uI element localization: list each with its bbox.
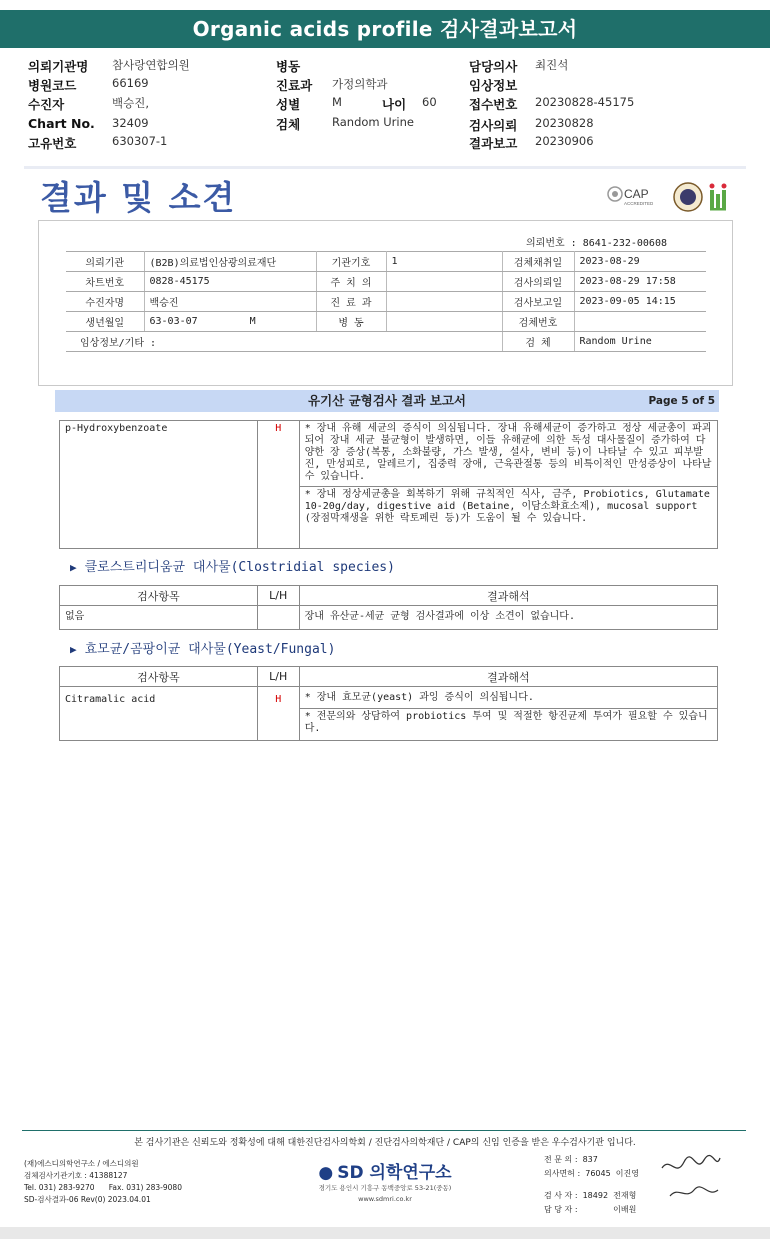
info-label: 검사의뢰일 [502, 272, 574, 292]
header-value: 630307-1 [112, 134, 168, 148]
footer-certification-note: 본 검사기관은 신뢰도와 정확성에 대해 대한진단검사의학회 / 진단검사의학재단 / CAP의 신임 인증을 받은 우수검사기관 입니다. [134, 1138, 636, 1148]
sd-logo-text: SD 의학연구소 [337, 1163, 452, 1183]
table-row [60, 606, 718, 630]
footer-line-text: Tel. 031) 283-9270 Fax. 031) 283-9080 [24, 1183, 182, 1192]
header-label: 담당의사 [469, 59, 518, 74]
info-value: 0828-45175 [144, 272, 316, 292]
column-header: 결과해석 [299, 667, 717, 687]
info-label: 생년월일 [66, 312, 144, 332]
header-value: M [332, 95, 342, 109]
info-value [386, 272, 502, 292]
footer-sig-line: 검 사 자 : 18492 전재형 [544, 1191, 637, 1200]
info-value [386, 292, 502, 312]
triangle-right-icon: ▶ [70, 643, 77, 656]
table-row [60, 687, 718, 709]
request-number: 의뢰번호 : 8641-232-00608 [526, 238, 667, 249]
header-label: 진료과 [276, 78, 313, 93]
info-label: 수진자명 [66, 292, 144, 312]
footer-line-text: 검체검사기관기호 : 41388127 [24, 1171, 128, 1180]
section-heading-text: 클로스트리디움균 대사물(Clostridial species) [84, 560, 395, 575]
footer-address: 경기도 용인시 기흥구 동백중앙로 53-21(중동) [318, 1184, 452, 1192]
footer-sig-line: 의사면허 : 76045 이진영 [544, 1169, 639, 1178]
section-heading-clostridial [70, 556, 395, 575]
header-value: 백승진, [112, 96, 149, 110]
footer-sig-line: 담 당 자 : 이배원 [544, 1205, 637, 1214]
test-item: Citramalic acid [60, 687, 258, 741]
column-header: 검사항목 [60, 667, 258, 687]
info-label: 검 체 [502, 332, 574, 352]
footer-line-text: SD-검사결과-06 Rev(0) 2023.04.01 [24, 1195, 151, 1204]
cap-text: CAP [624, 187, 649, 201]
column-header: 검사항목 [60, 586, 258, 606]
header-label: 임상정보 [469, 78, 518, 93]
flag-high: H [257, 687, 299, 741]
header-label: 병동 [276, 59, 301, 74]
info-value [574, 312, 706, 332]
result-note: * 전문의와 상담하여 probiotics 투여 및 적절한 항진균제 투여가 필요할 수 있습니다. [299, 709, 717, 741]
info-value [144, 312, 316, 332]
age-value: 60 [422, 95, 437, 109]
info-row [66, 332, 706, 352]
header-value: 20230906 [535, 134, 594, 148]
result-table-bacterial [59, 420, 718, 549]
info-row [66, 292, 706, 312]
table-row [60, 421, 718, 487]
result-note: * 장내 효모균(yeast) 과잉 증식이 의심됩니다. [299, 687, 717, 709]
section-band-title: 유기산 균형검사 결과 보고서 [308, 393, 466, 408]
section-heading-text: 효모균/곰팡이균 대사물(Yeast/Fungal) [84, 642, 336, 657]
info-label: 의뢰기관 [66, 252, 144, 272]
header-value: 20230828 [535, 116, 594, 130]
header-value: 최진석 [535, 58, 569, 72]
specimen-info-table [66, 251, 706, 352]
header-value: Random Urine [332, 115, 414, 129]
header-label: 검사의뢰 [469, 118, 518, 133]
info-label: 검체채취일 [502, 252, 574, 272]
info-label: 기관기호 [316, 252, 386, 272]
cap-sub: ACCREDITED [624, 201, 654, 206]
column-header: 결과해석 [299, 586, 717, 606]
result-note: * 장내 정상세균총을 회복하기 위해 규칙적인 식사, 금주, Probiotics, Glutamate 10-20g/day, digestive aid (Betaine, 이담소화효소제), mucosal support (장점막재생을 위한 락토페린 등)가 도움이 될 수 있습니다. [299, 487, 717, 549]
header-label: 검체 [276, 117, 301, 132]
column-header: L/H [257, 586, 299, 606]
header-label: 수진자 [28, 97, 65, 112]
accreditation-logos [606, 180, 736, 214]
header-value: 20230828-45175 [535, 95, 635, 109]
age-label: 나이 [382, 97, 407, 112]
info-label: 검체번호 [502, 312, 574, 332]
test-item: p-Hydroxybenzoate [60, 421, 258, 549]
info-label: 병 동 [316, 312, 386, 332]
info-row [66, 272, 706, 292]
result-table-clostridial [59, 585, 718, 630]
header-label: 의뢰기관명 [28, 59, 89, 74]
info-row [66, 252, 706, 272]
report-section-band [55, 390, 719, 412]
info-label: 주 치 의 [316, 272, 386, 292]
sex-value: M [249, 316, 256, 327]
header-label: 병원코드 [28, 78, 77, 93]
footer-lab-info [24, 1158, 182, 1206]
result-note: * 장내 유해 세균의 증식이 의심됩니다. 장내 유해세균이 증가하고 정상 세균총이 파괴되어 장내 세균 불균형이 발생하면, 이들 유해균에 의한 독성 대사물질이 증가하여 다양한 장 증상(복통, 소화불량, 가스 발생, 설사, 변비 등)이 나타날 수 있고 피부발진, 만성피로, 알레르기, 집중력 장애, 근육관절통 등의 비특이적인 만성증상이 나타날 수 있습니다. [299, 421, 717, 487]
info-value: 백승진 [144, 292, 316, 312]
flag-high: H [257, 421, 299, 549]
page-indicator: Page 5 of 5 [648, 395, 715, 407]
info-label: 진 료 과 [316, 292, 386, 312]
header-value: 66169 [112, 76, 149, 90]
header-value: 가정의학과 [332, 77, 388, 91]
info-row [66, 312, 706, 332]
cap-logo [606, 180, 736, 214]
result-note: 장내 유산균-세균 균형 검사결과에 이상 소견이 없습니다. [299, 606, 717, 630]
footer-logo-block [300, 1158, 470, 1205]
footer-signatures [544, 1153, 639, 1217]
table-header-row [60, 667, 718, 687]
divider [24, 166, 746, 169]
result-table-yeast [59, 666, 718, 741]
header-label: 고유번호 [28, 136, 77, 151]
info-value: (B2B)의료법인삼광의료재단 [144, 252, 316, 272]
bottom-strip [0, 1227, 770, 1239]
footer-divider [22, 1130, 746, 1131]
result-title: 결과 및 소견 [40, 178, 237, 217]
table-header-row [60, 586, 718, 606]
test-item: 없음 [60, 606, 258, 630]
triangle-right-icon: ▶ [70, 561, 77, 574]
info-label: 차트번호 [66, 272, 144, 292]
clinical-info-label: 임상정보/기타 : [66, 332, 502, 352]
header-value: 참사랑연합의원 [112, 58, 190, 72]
info-value: 1 [386, 252, 502, 272]
sd-logo [300, 1158, 470, 1183]
info-value: Random Urine [574, 332, 706, 352]
report-title: Organic acids profile 검사결과보고서 [0, 10, 770, 48]
footer-website: www.sdmri.co.kr [358, 1195, 412, 1203]
footer-sig-line: 전 문 의 : 837 [544, 1155, 598, 1164]
header-value: 32409 [112, 116, 149, 130]
info-value: 2023-08-29 [574, 252, 706, 272]
header-label: 성별 [276, 97, 301, 112]
section-heading-yeast [70, 638, 335, 657]
footer-line-text: (재)에스디의학연구소 / 에스디의원 [24, 1159, 139, 1168]
signature-image [656, 1150, 726, 1210]
header-label: 결과보고 [469, 136, 518, 151]
info-value: 2023-09-05 14:15 [574, 292, 706, 312]
header-label: 접수번호 [469, 97, 518, 112]
column-header: L/H [257, 667, 299, 687]
info-value [386, 312, 502, 332]
info-label: 검사보고일 [502, 292, 574, 312]
header-label: Chart No. [28, 116, 95, 131]
info-value: 2023-08-29 17:58 [574, 272, 706, 292]
birth-date: 63-03-07 [149, 316, 198, 327]
sd-logo-icon: ● [318, 1163, 334, 1183]
flag [257, 606, 299, 630]
